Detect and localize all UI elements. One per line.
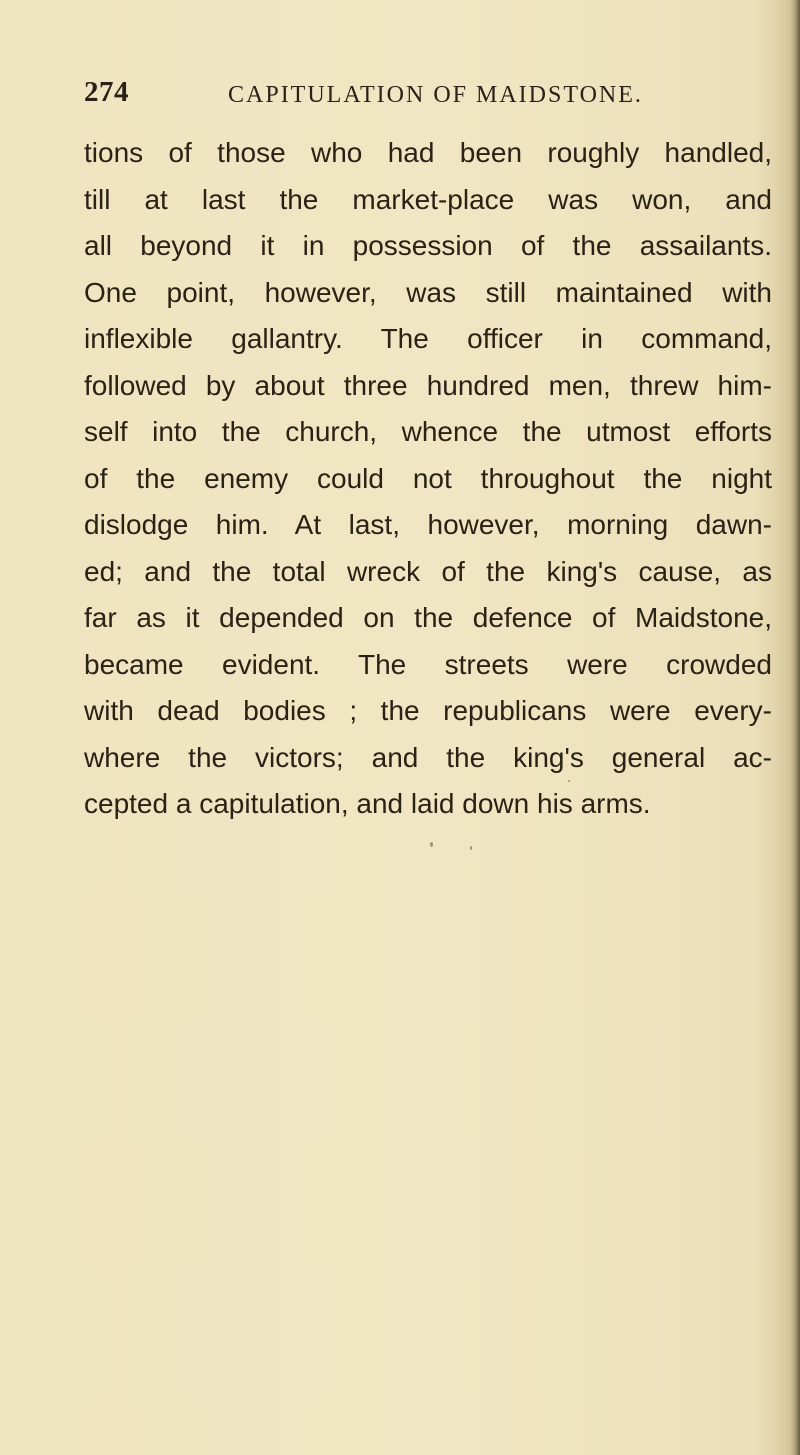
text-line: One point, however, was still maintained with <box>84 276 772 308</box>
text-line: far as it depended on the defence of Maidstone, <box>84 602 772 633</box>
text-line: dislodge him. At last, however, morning dawn- <box>84 509 772 540</box>
text-line: self into the church, whence the utmost efforts <box>84 416 772 447</box>
text-line: till at last the market-place was won, and <box>84 183 772 215</box>
running-head: CAPITULATION OF MAIDSTONE. <box>228 82 643 108</box>
text-line: of the enemy could not throughout the night <box>84 462 772 494</box>
text-line: ed; and the total wreck of the king's cause, as <box>84 555 772 587</box>
paper-speck <box>470 846 472 850</box>
text-line: inflexible gallantry. The officer in command, <box>84 323 772 354</box>
paper-speck <box>568 780 570 782</box>
text-line: with dead bodies ; the republicans were every- <box>84 695 772 726</box>
body-paragraph <box>84 130 772 828</box>
text-line: cepted a capitulation, and laid down his arms. <box>84 788 651 819</box>
page-number: 274 <box>84 76 129 108</box>
text-line: became evident. The streets were crowded <box>84 648 772 680</box>
text-line: tions of those who had been roughly handled, <box>84 137 772 168</box>
paper-speck <box>430 842 433 847</box>
text-line: followed by about three hundred men, threw him- <box>84 369 772 401</box>
page-header <box>84 76 774 126</box>
text-line: where the victors; and the king's general ac- <box>84 741 772 773</box>
page-edge-shadow <box>790 0 800 1455</box>
text-line: all beyond it in possession of the assailants. <box>84 230 772 261</box>
